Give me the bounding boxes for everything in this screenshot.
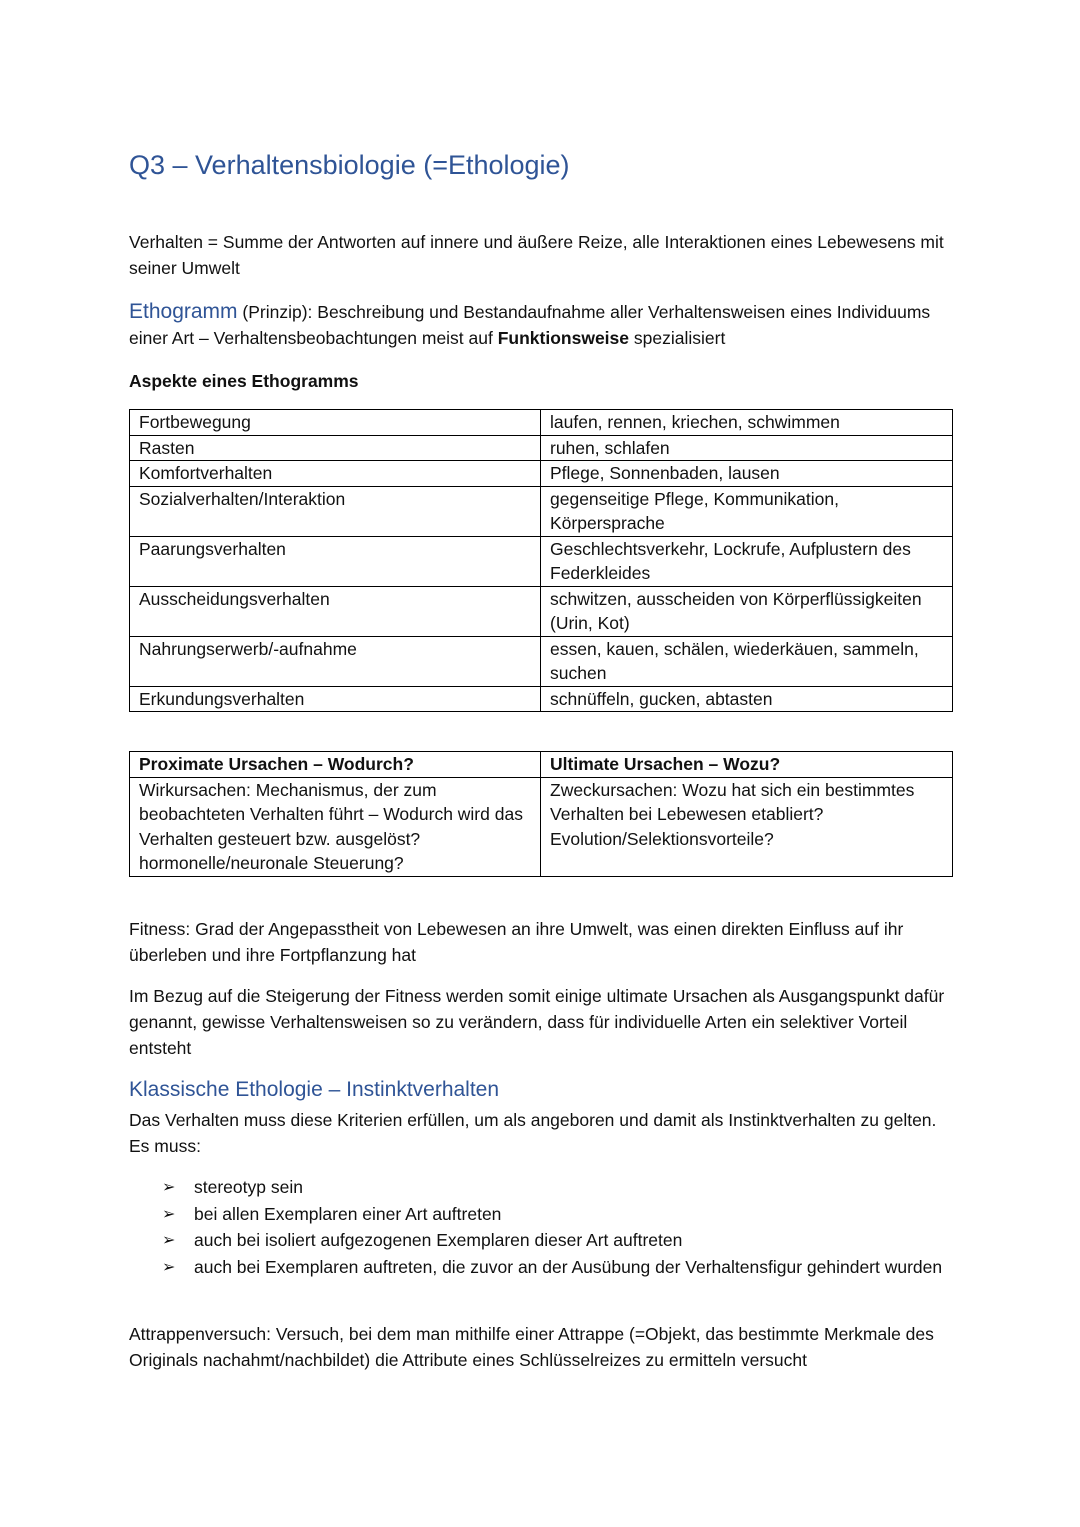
examples-cell: Geschlechtsverkehr, Lockrufe, Aufplustern des Federkleides bbox=[541, 536, 953, 586]
list-item bbox=[162, 1174, 952, 1201]
aspect-cell: Komfortverhalten bbox=[130, 461, 541, 487]
klassisch-heading: Klassische Ethologie – Instinktverhalten bbox=[129, 1078, 500, 1101]
examples-cell: Pflege, Sonnenbaden, lausen bbox=[541, 461, 953, 487]
examples-cell: gegenseitige Pflege, Kommunikation, Körpersprache bbox=[541, 486, 953, 536]
arrowhead-bullet-icon: ➢ bbox=[162, 1256, 176, 1276]
aspects-label: Aspekte eines Ethogramms bbox=[129, 371, 359, 391]
examples-cell: essen, kauen, schälen, wiederkäuen, sammeln, suchen bbox=[541, 636, 953, 686]
examples-cell: ruhen, schlafen bbox=[541, 435, 953, 461]
table-row bbox=[130, 636, 953, 686]
ultimate-text: Zweckursachen: Wozu hat sich ein bestimmtes Verhalten bei Lebewesen etabliert? Evolution/Selektionsvorteile? bbox=[541, 777, 953, 876]
table-row bbox=[130, 777, 953, 876]
behavior-definition: Verhalten = Summe der Antworten auf innere und äußere Reize, alle Interaktionen eines Lebewesens mit seiner Umwelt bbox=[129, 232, 944, 278]
aspect-cell: Paarungsverhalten bbox=[130, 536, 541, 586]
arrowhead-bullet-icon: ➢ bbox=[162, 1203, 176, 1223]
criterion-text: auch bei isoliert aufgezogenen Exemplaren dieser Art auftreten bbox=[194, 1230, 683, 1250]
table-row bbox=[130, 410, 953, 436]
fitness-definition: Fitness: Grad der Angepasstheit von Lebewesen an ihre Umwelt, was einen direkten Einfluss auf ihr überleben und ihre Fortpflanzung hat bbox=[129, 919, 904, 965]
ultimate-header: Ultimate Ursachen – Wozu? bbox=[541, 752, 953, 778]
table-row bbox=[130, 461, 953, 487]
criteria-list bbox=[162, 1174, 952, 1280]
criterion-text: bei allen Exemplaren einer Art auftreten bbox=[194, 1203, 502, 1224]
fitness-ultimate-paragraph: Im Bezug auf die Steigerung der Fitness werden somit einige ultimate Ursachen als Ausgangspunkt dafür genannt, gewisse Verhaltensweisen so zu verändern, dass für individuelle Arten ein selektiver Vorteil entsteht bbox=[129, 986, 945, 1058]
ethogramm-heading: Ethogramm bbox=[129, 300, 238, 323]
list-item bbox=[162, 1201, 952, 1228]
table-row bbox=[130, 586, 953, 636]
ethogramm-text-post: spezialisiert bbox=[629, 328, 726, 348]
list-item bbox=[162, 1254, 952, 1281]
page-title: Q3 – Verhaltensbiologie (=Ethologie) bbox=[129, 150, 570, 180]
aspect-cell: Sozialverhalten/Interaktion bbox=[130, 486, 541, 536]
aspect-cell: Nahrungserwerb/-aufnahme bbox=[130, 636, 541, 686]
arrowhead-bullet-icon: ➢ bbox=[162, 1177, 176, 1196]
aspect-cell: Erkundungsverhalten bbox=[130, 686, 541, 712]
table-row bbox=[130, 435, 953, 461]
ethogramm-text-pre: (Prinzip): Beschreibung und Bestandaufnahme aller Verhaltensweisen eines Individuums einer Art – Verhaltensbeobachtungen meist auf bbox=[129, 302, 931, 348]
table-row bbox=[130, 536, 953, 586]
ethogramm-paragraph bbox=[129, 299, 952, 351]
attrappe-definition: Attrappenversuch: Versuch, bei dem man mithilfe einer Attrappe (=Objekt, das bestimmte Merkmale des Originals nachahmt/nachbildet) die Attribute eines Schlüsselreizes zu ermitteln versucht bbox=[129, 1324, 934, 1370]
examples-cell: laufen, rennen, kriechen, schwimmen bbox=[541, 410, 953, 436]
table-row bbox=[130, 686, 953, 712]
klassisch-intro: Das Verhalten muss diese Kriterien erfüllen, um als angeboren und damit als Instinktverhalten zu gelten. Es muss: bbox=[129, 1110, 937, 1156]
examples-cell: schwitzen, ausscheiden von Körperflüssigkeiten (Urin, Kot) bbox=[541, 586, 953, 636]
aspects-table bbox=[129, 409, 953, 712]
examples-cell: schnüffeln, gucken, abtasten bbox=[541, 686, 953, 712]
aspect-cell: Ausscheidungsverhalten bbox=[130, 586, 541, 636]
table-header-row bbox=[130, 752, 953, 778]
criterion-text: auch bei Exemplaren auftreten, die zuvor an der Ausübung der Verhaltensfigur gehindert wurden bbox=[194, 1256, 943, 1277]
table-row bbox=[130, 486, 953, 536]
proximate-header: Proximate Ursachen – Wodurch? bbox=[130, 752, 541, 778]
aspect-cell: Fortbewegung bbox=[130, 410, 541, 436]
aspect-cell: Rasten bbox=[130, 435, 541, 461]
criterion-text: stereotyp sein bbox=[194, 1177, 303, 1197]
proximate-text: Wirkursachen: Mechanismus, der zum beobachteten Verhalten führt – Wodurch wird das Verhalten gesteuert bzw. ausgelöst? hormonelle/neuronale Steuerung? bbox=[130, 777, 541, 876]
causes-table bbox=[129, 751, 953, 877]
ethogramm-text-bold: Funktionsweise bbox=[497, 328, 630, 348]
arrowhead-bullet-icon: ➢ bbox=[162, 1230, 176, 1249]
list-item bbox=[162, 1227, 952, 1254]
